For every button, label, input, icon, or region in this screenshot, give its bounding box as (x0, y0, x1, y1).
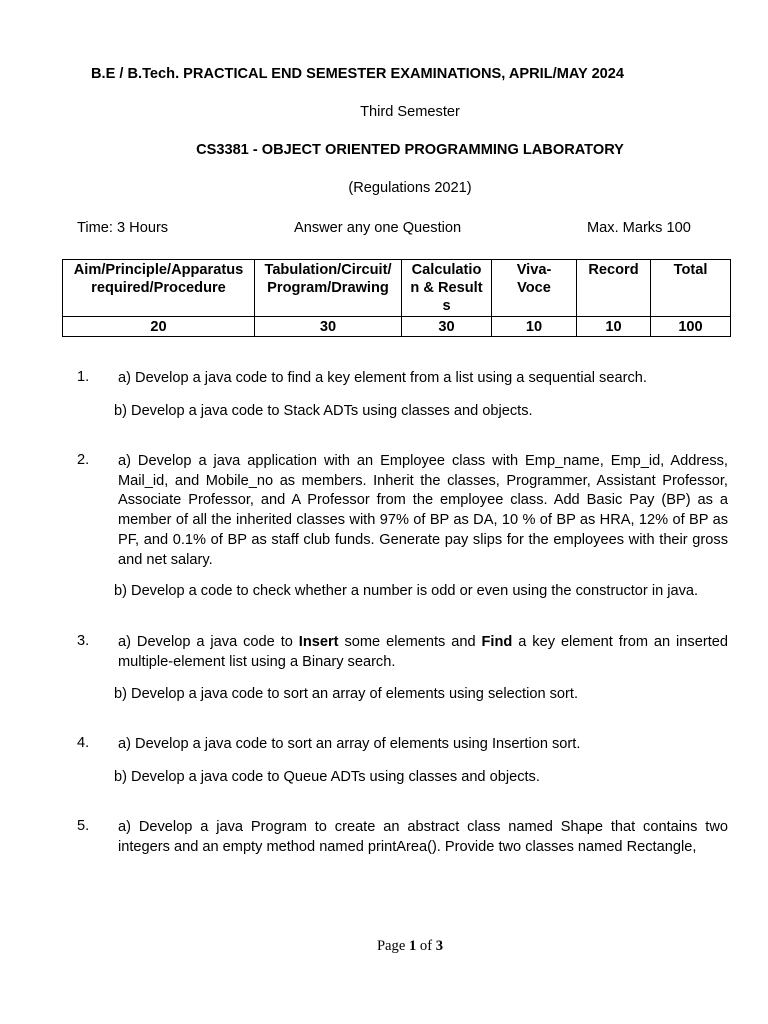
question-2-part-b: b) Develop a code to check whether a number is odd or even using the constructor in java. (114, 583, 699, 599)
regulations-label: (Regulations 2021) (348, 180, 472, 196)
question-3-part-b: b) Develop a java code to sort an array of elements using selection sort. (114, 686, 578, 702)
keyword-find: Find (481, 634, 513, 650)
marks-value-calculation: 30 (402, 317, 492, 337)
question-4-number: 4. (77, 735, 90, 751)
course-title: CS3381 - OBJECT ORIENTED PROGRAMMING LABORATORY (196, 142, 624, 158)
question-4-part-a: a) Develop a java code to sort an array of elements using Insertion sort. (118, 736, 581, 752)
question-1-part-b: b) Develop a java code to Stack ADTs using classes and objects. (114, 403, 533, 419)
question-2-number: 2. (77, 452, 90, 468)
question-4-part-b: b) Develop a java code to Queue ADTs using classes and objects. (114, 769, 540, 785)
marks-table-value-row (63, 317, 731, 337)
marks-value-aim: 20 (63, 317, 255, 337)
marks-value-viva: 10 (492, 317, 577, 337)
marks-table (62, 259, 731, 337)
page-footer (0, 938, 768, 955)
question-1-number: 1. (77, 369, 90, 385)
page-current: 1 (408, 938, 417, 954)
question-5-number: 5. (77, 818, 90, 834)
exam-duration: Time: 3 Hours (77, 220, 169, 236)
semester-label: Third Semester (360, 104, 460, 120)
marks-header-aim: Aim/Principle/Apparatus required/Procedure (63, 260, 255, 317)
marks-value-record: 10 (577, 317, 651, 337)
question-5-part-a: a) Develop a java Program to create an abstract class named Shape that contains two integers and an empty method named printArea(). Provide two classes named Rectangle, (118, 819, 728, 855)
question-3-part-a: a) Develop a java code to Insert some elements and Find a key element from an inserted multiple-element list using a Binary search. (118, 634, 728, 670)
marks-value-total: 100 (651, 317, 731, 337)
question-2-part-a: a) Develop a java application with an Employee class with Emp_name, Emp_id, Address, Mail_id, and Mobile_no as members. Inherit the classes, Programmer, Assistant Professor, Associate Professor, and A Professor from the employee class. Add Basic Pay (BP) as a member of all the inherited classes with 97% of BP as DA, 10 % of BP as HRA, 12% of BP as PF, and 0.1% of BP as staff club funds. Generate pay slips for the employees with their gross and net salary. (118, 453, 728, 568)
exam-title: B.E / B.Tech. PRACTICAL END SEMESTER EXAMINATIONS, APRIL/MAY 2024 (91, 66, 625, 82)
page-label: Page (376, 938, 406, 954)
marks-header-record: Record (577, 260, 651, 317)
marks-header-calculation: Calculation & Results (402, 260, 492, 317)
marks-header-tabulation: Tabulation/Circuit/ Program/Drawing (255, 260, 402, 317)
max-marks: Max. Marks 100 (587, 220, 691, 236)
marks-header-total: Total (651, 260, 731, 317)
marks-table-header-row (63, 260, 731, 317)
page-of: of (419, 938, 433, 954)
question-1-part-a: a) Develop a java code to find a key element from a list using a sequential search. (118, 370, 647, 386)
page-total: 3 (435, 938, 444, 954)
marks-header-viva: Viva-Voce (492, 260, 577, 317)
question-3-number: 3. (77, 633, 90, 649)
keyword-insert: Insert (298, 634, 339, 650)
marks-value-tabulation: 30 (255, 317, 402, 337)
exam-instruction: Answer any one Question (294, 220, 462, 236)
